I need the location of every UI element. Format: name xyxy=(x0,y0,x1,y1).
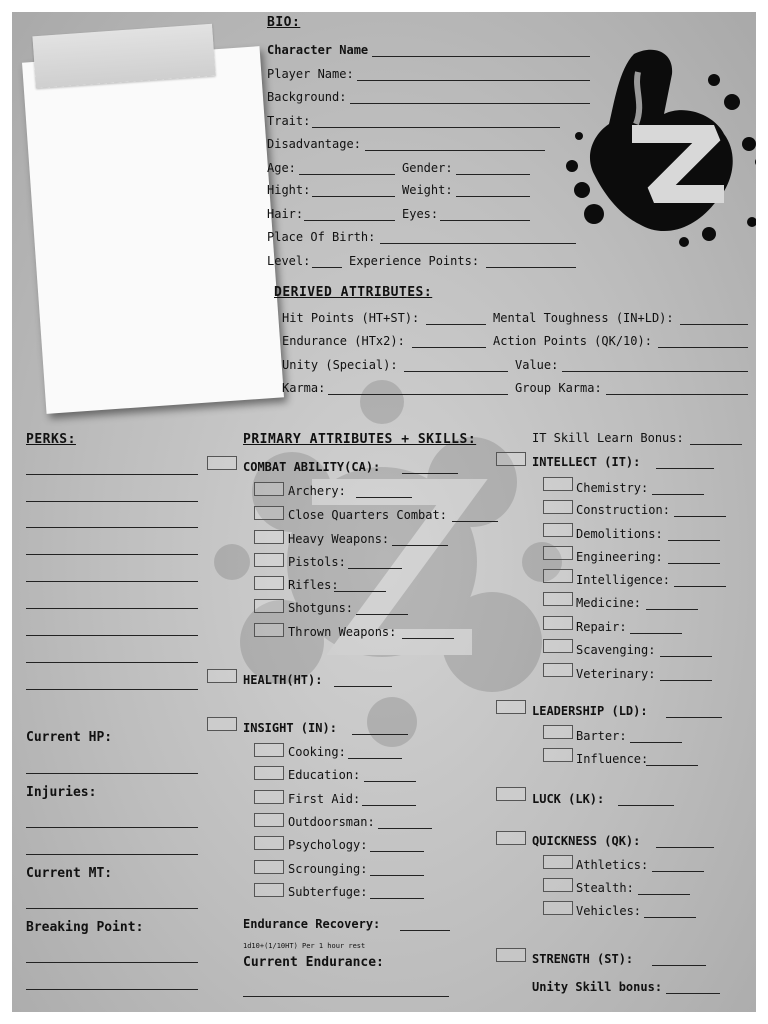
skill-field[interactable] xyxy=(378,828,432,829)
skill-label: Demolitions: xyxy=(576,527,663,541)
perks-heading: PERKS: xyxy=(26,432,76,447)
skill-field[interactable] xyxy=(630,742,682,743)
character-name-label: Character Name xyxy=(267,43,369,57)
breaking-point-label: Breaking Point: xyxy=(26,920,144,935)
combat-ability-box[interactable] xyxy=(207,456,237,470)
intellect-field[interactable] xyxy=(656,468,714,469)
trait-field[interactable] xyxy=(312,127,560,128)
karma-label: Karma: xyxy=(282,381,326,395)
skill-label: Outdoorsman: xyxy=(288,815,375,829)
leadership-box[interactable] xyxy=(496,700,526,714)
skill-field[interactable] xyxy=(668,540,720,541)
experience-points-field[interactable] xyxy=(486,267,576,268)
primary-attributes-heading: PRIMARY ATTRIBUTES + SKILLS: xyxy=(243,432,477,447)
skill-box[interactable] xyxy=(254,860,284,874)
skill-field[interactable] xyxy=(370,898,424,899)
skill-field[interactable] xyxy=(674,516,726,517)
perk-line[interactable] xyxy=(26,474,198,475)
skill-box[interactable] xyxy=(254,530,284,544)
breaking-point-field[interactable] xyxy=(26,962,198,963)
gender-label: Gender: xyxy=(402,161,453,175)
background-field[interactable] xyxy=(350,103,590,104)
perk-line[interactable] xyxy=(26,662,198,663)
skill-box[interactable] xyxy=(543,855,573,869)
eyes-label: Eyes: xyxy=(402,207,439,221)
skill-field[interactable] xyxy=(364,781,416,782)
skill-label: Archery: xyxy=(288,484,346,498)
place-of-birth-label: Place Of Birth: xyxy=(267,230,376,244)
character-sheet xyxy=(12,12,756,1012)
skill-box[interactable] xyxy=(254,599,284,613)
skill-field[interactable] xyxy=(356,614,408,615)
group-karma-label: Group Karma: xyxy=(515,381,602,395)
weight-label: Weight: xyxy=(402,183,453,197)
derived-attributes-heading: DERIVED ATTRIBUTES: xyxy=(274,285,433,300)
skill-label: Shotguns: xyxy=(288,601,354,615)
it-skill-learn-bonus-field[interactable] xyxy=(690,444,742,445)
unity-field[interactable] xyxy=(404,371,508,372)
skill-field[interactable] xyxy=(652,494,704,495)
current-mt-field[interactable] xyxy=(26,908,198,909)
strength-field[interactable] xyxy=(652,965,706,966)
hit-points-label: Hit Points (HT+ST): xyxy=(282,311,420,325)
skill-box[interactable] xyxy=(254,836,284,850)
strength-label: STRENGTH (ST): xyxy=(532,952,634,966)
skill-label: Barter: xyxy=(576,729,627,743)
skill-box[interactable] xyxy=(543,748,573,762)
background-label: Background: xyxy=(267,90,347,104)
mental-toughness-label: Mental Toughness (IN+LD): xyxy=(493,311,674,325)
skill-label: Chemistry: xyxy=(576,481,649,495)
current-mt-label: Current MT: xyxy=(26,866,113,881)
z-splatter-logo-icon xyxy=(564,44,756,248)
endurance-label: Endurance (HTx2): xyxy=(282,334,405,348)
skill-box[interactable] xyxy=(254,482,284,496)
skill-box[interactable] xyxy=(543,878,573,892)
quickness-box[interactable] xyxy=(496,831,526,845)
combat-ability-field[interactable] xyxy=(402,473,458,474)
luck-box[interactable] xyxy=(496,787,526,801)
health-label: HEALTH(HT): xyxy=(243,673,323,687)
skill-label: Stealth: xyxy=(576,881,634,895)
skill-box[interactable] xyxy=(254,813,284,827)
skill-box[interactable] xyxy=(543,546,573,560)
skill-field[interactable] xyxy=(370,875,424,876)
current-hp-field[interactable] xyxy=(26,773,198,774)
skill-label: Construction: xyxy=(576,503,670,517)
skill-label: Close Quarters Combat: xyxy=(288,508,447,522)
mental-toughness-field[interactable] xyxy=(680,324,748,325)
weight-field[interactable] xyxy=(456,196,530,197)
skill-label: Scrounging: xyxy=(288,862,368,876)
skill-box[interactable] xyxy=(543,663,573,677)
background-splatter-icon xyxy=(172,342,592,762)
skill-box[interactable] xyxy=(254,623,284,637)
skill-label: Vehicles: xyxy=(576,904,642,918)
health-box[interactable] xyxy=(207,669,237,683)
skill-box[interactable] xyxy=(254,553,284,567)
skill-label: Intelligence: xyxy=(576,573,670,587)
skill-box[interactable] xyxy=(543,639,573,653)
unity-skill-bonus-field[interactable] xyxy=(666,993,720,994)
perk-line[interactable] xyxy=(26,608,198,609)
skill-field[interactable] xyxy=(370,851,424,852)
action-points-label: Action Points (QK/10): xyxy=(493,334,652,348)
trait-label: Trait: xyxy=(267,114,311,128)
current-endurance-label: Current Endurance: xyxy=(243,955,384,970)
unity-skill-bonus-label: Unity Skill bonus: xyxy=(532,980,663,994)
skill-field[interactable] xyxy=(392,545,448,546)
skill-field[interactable] xyxy=(674,586,726,587)
skill-box[interactable] xyxy=(254,790,284,804)
character-name-field[interactable] xyxy=(372,56,590,57)
skill-field[interactable] xyxy=(348,568,402,569)
recovery-note: 1d10+(1/10HT) Per 1 hour rest xyxy=(243,942,366,950)
skill-label: Rifles: xyxy=(288,578,339,592)
skill-label: Medicine: xyxy=(576,596,642,610)
group-karma-field[interactable] xyxy=(606,394,748,395)
insight-box[interactable] xyxy=(207,717,237,731)
quickness-field[interactable] xyxy=(656,847,714,848)
intellect-box[interactable] xyxy=(496,452,526,466)
skill-label: Education: xyxy=(288,768,361,782)
level-label: Level: xyxy=(267,254,311,268)
skill-field[interactable] xyxy=(660,680,712,681)
quickness-label: QUICKNESS (QK): xyxy=(532,834,641,848)
skill-field[interactable] xyxy=(652,871,704,872)
character-photo-frame[interactable] xyxy=(22,46,284,414)
skill-label: Influence: xyxy=(576,752,649,766)
leadership-label: LEADERSHIP (LD): xyxy=(532,704,648,718)
age-field[interactable] xyxy=(299,174,395,175)
level-field[interactable] xyxy=(312,267,342,268)
skill-box[interactable] xyxy=(543,725,573,739)
intellect-label: INTELLECT (IT): xyxy=(532,455,641,469)
skill-label: Psychology: xyxy=(288,838,368,852)
perk-line[interactable] xyxy=(26,635,198,636)
skill-field[interactable] xyxy=(668,563,720,564)
injuries-label: Injuries: xyxy=(26,785,97,800)
disadvantage-field[interactable] xyxy=(365,150,545,151)
skill-box[interactable] xyxy=(543,592,573,606)
eyes-field[interactable] xyxy=(440,220,530,221)
skill-label: Cooking: xyxy=(288,745,346,759)
skill-field[interactable] xyxy=(638,894,690,895)
player-name-field[interactable] xyxy=(357,80,590,81)
it-skill-learn-bonus-label: IT Skill Learn Bonus: xyxy=(532,431,684,445)
perk-line[interactable] xyxy=(26,554,198,555)
skill-box[interactable] xyxy=(543,477,573,491)
skill-field[interactable] xyxy=(452,521,498,522)
perk-line[interactable] xyxy=(26,581,198,582)
skill-label: Thrown Weapons: xyxy=(288,625,397,639)
karma-field[interactable] xyxy=(328,394,508,395)
skill-box[interactable] xyxy=(254,883,284,897)
hair-field[interactable] xyxy=(304,220,395,221)
skill-field[interactable] xyxy=(644,917,696,918)
hight-label: Hight: xyxy=(267,183,311,197)
skill-field[interactable] xyxy=(646,609,698,610)
hair-label: Hair: xyxy=(267,207,304,221)
skill-box[interactable] xyxy=(543,616,573,630)
skill-box[interactable] xyxy=(254,576,284,590)
skill-box[interactable] xyxy=(254,766,284,780)
skill-box[interactable] xyxy=(543,500,573,514)
current-hp-label: Current HP: xyxy=(26,730,113,745)
skill-label: Veterinary: xyxy=(576,667,656,681)
value-label: Value: xyxy=(515,358,559,372)
endurance-field[interactable] xyxy=(412,347,486,348)
hit-points-field[interactable] xyxy=(426,324,486,325)
player-name-label: Player Name: xyxy=(267,67,354,81)
hight-field[interactable] xyxy=(312,196,395,197)
skill-field[interactable] xyxy=(334,591,386,592)
skill-label: Athletics: xyxy=(576,858,649,872)
skill-label: Engineering: xyxy=(576,550,663,564)
action-points-field[interactable] xyxy=(658,347,748,348)
skill-field[interactable] xyxy=(362,805,416,806)
skill-label: Pistols: xyxy=(288,555,346,569)
skill-label: Subterfuge: xyxy=(288,885,368,899)
skill-field[interactable] xyxy=(646,765,698,766)
disadvantage-label: Disadvantage: xyxy=(267,137,361,151)
experience-points-label: Experience Points: xyxy=(349,254,480,268)
luck-field[interactable] xyxy=(618,805,674,806)
skill-label: First Aid: xyxy=(288,792,361,806)
skill-field[interactable] xyxy=(356,497,412,498)
current-endurance-field[interactable] xyxy=(243,996,449,997)
strength-box[interactable] xyxy=(496,948,526,962)
skill-box[interactable] xyxy=(543,901,573,915)
value-field[interactable] xyxy=(562,371,748,372)
skill-box[interactable] xyxy=(543,523,573,537)
perk-line[interactable] xyxy=(26,689,198,690)
luck-label: LUCK (LK): xyxy=(532,792,605,806)
health-field[interactable] xyxy=(334,686,392,687)
injuries-field[interactable] xyxy=(26,827,198,828)
gender-field[interactable] xyxy=(456,174,530,175)
insight-field[interactable] xyxy=(352,734,408,735)
skill-label: Heavy Weapons: xyxy=(288,532,390,546)
skill-box[interactable] xyxy=(254,743,284,757)
place-of-birth-field[interactable] xyxy=(380,243,576,244)
injuries-field[interactable] xyxy=(26,854,198,855)
skill-field[interactable] xyxy=(630,633,682,634)
insight-label: INSIGHT (IN): xyxy=(243,721,337,735)
endurance-recovery-field[interactable] xyxy=(400,930,450,931)
skill-box[interactable] xyxy=(543,569,573,583)
skill-label: Repair: xyxy=(576,620,627,634)
leadership-field[interactable] xyxy=(666,717,722,718)
breaking-point-field[interactable] xyxy=(26,989,198,990)
perk-line[interactable] xyxy=(26,527,198,528)
endurance-recovery-label: Endurance Recovery: xyxy=(243,917,381,931)
skill-field[interactable] xyxy=(402,638,454,639)
combat-ability-label: COMBAT ABILITY(CA): xyxy=(243,460,381,474)
skill-label: Scavenging: xyxy=(576,643,656,657)
skill-field[interactable] xyxy=(348,758,402,759)
age-label: Age: xyxy=(267,161,296,175)
skill-box[interactable] xyxy=(254,506,284,520)
skill-field[interactable] xyxy=(660,656,712,657)
bio-heading: BIO: xyxy=(267,15,301,30)
perk-line[interactable] xyxy=(26,501,198,502)
unity-label: Unity (Special): xyxy=(282,358,398,372)
